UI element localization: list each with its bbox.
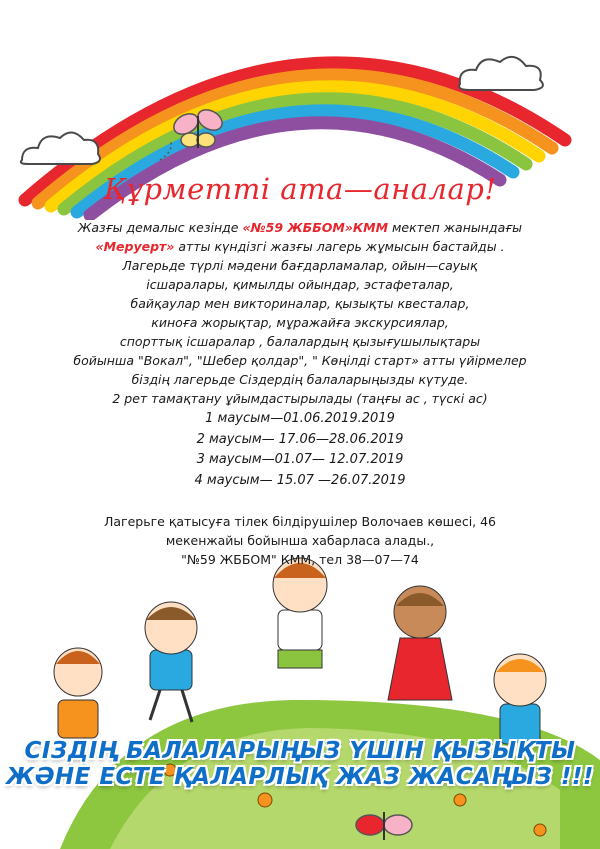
announcement-line-2: «Меруерт» атты күндізгі жазғы лагерь жұмысын бастайды . xyxy=(95,239,505,254)
slogan-line-1: СІЗДІҢ БАЛАЛАРЫҢЫЗ ҮШІН ҚЫЗЫҚТЫ xyxy=(24,738,576,764)
announcement-text xyxy=(20,218,580,491)
contact-line-2: мекенжайы бойынша хабарласа алады., xyxy=(165,533,435,548)
announcement-line-6: киноға жорықтар, мұражайға экскурсиялар, xyxy=(151,315,449,330)
child-figure-2 xyxy=(145,602,197,722)
session-item: 1 маусым—01.06.2019.2019 xyxy=(205,411,395,426)
school-name: «№59 ЖББОМ»КММ xyxy=(242,220,389,235)
session-item: 2 маусым— 17.06—28.06.2019 xyxy=(196,431,404,447)
page-title: Құрметті ата—аналар! xyxy=(103,172,497,206)
announcement-line-9: біздің лагерьде Сіздердің балаларыңызды күтуде. xyxy=(131,372,469,387)
contact-info xyxy=(20,512,580,569)
camp-name: «Меруерт» xyxy=(95,239,175,254)
contact-line-1: Лагерьге қатысуға тілек білдірушілер Волочаев көшесі, 46 xyxy=(103,514,497,529)
slogan-line-2: ЖӘНЕ ЕСТЕ ҚАЛАРЛЫҚ ЖАЗ ЖАСАҢЫЗ !!! xyxy=(6,764,594,790)
session-list xyxy=(20,409,580,491)
announcement-line-5: байқаулар мен викториналар, қызықты квесталар, xyxy=(130,296,470,311)
session-item: 4 маусым— 15.07 —26.07.2019 xyxy=(194,472,406,488)
child-figure-3 xyxy=(273,558,327,668)
child-figure-5 xyxy=(494,654,546,744)
announcement-line-8: бойынша "Вокал", "Шебер қолдар", " Көңілді старт» атты үйірмелер xyxy=(73,353,527,368)
child-figure-1 xyxy=(54,648,102,738)
announcement-line-10: 2 рет тамақтану ұйымдастырылады (таңғы ас , түскі ас) xyxy=(112,391,488,406)
session-item: 3 маусым—01.07— 12.07.2019 xyxy=(196,452,404,467)
announcement-line-3: Лагерьде түрлі мәдени бағдарламалар, ойын—сауық xyxy=(122,258,478,273)
announcement-line-1: Жазғы демалыс кезінде «№59 ЖББОМ»КММ мектеп жанындағы xyxy=(77,220,523,235)
child-figure-4 xyxy=(388,586,452,700)
announcement-line-4: ісшаралары, қимылды ойындар, эстафеталар, xyxy=(146,277,454,292)
contact-line-3: "№59 ЖББОМ" КММ, тел 38—07—74 xyxy=(181,552,419,567)
announcement-line-7: спорттық ісшаралар , балалардың қызығушылықтары xyxy=(119,334,481,349)
